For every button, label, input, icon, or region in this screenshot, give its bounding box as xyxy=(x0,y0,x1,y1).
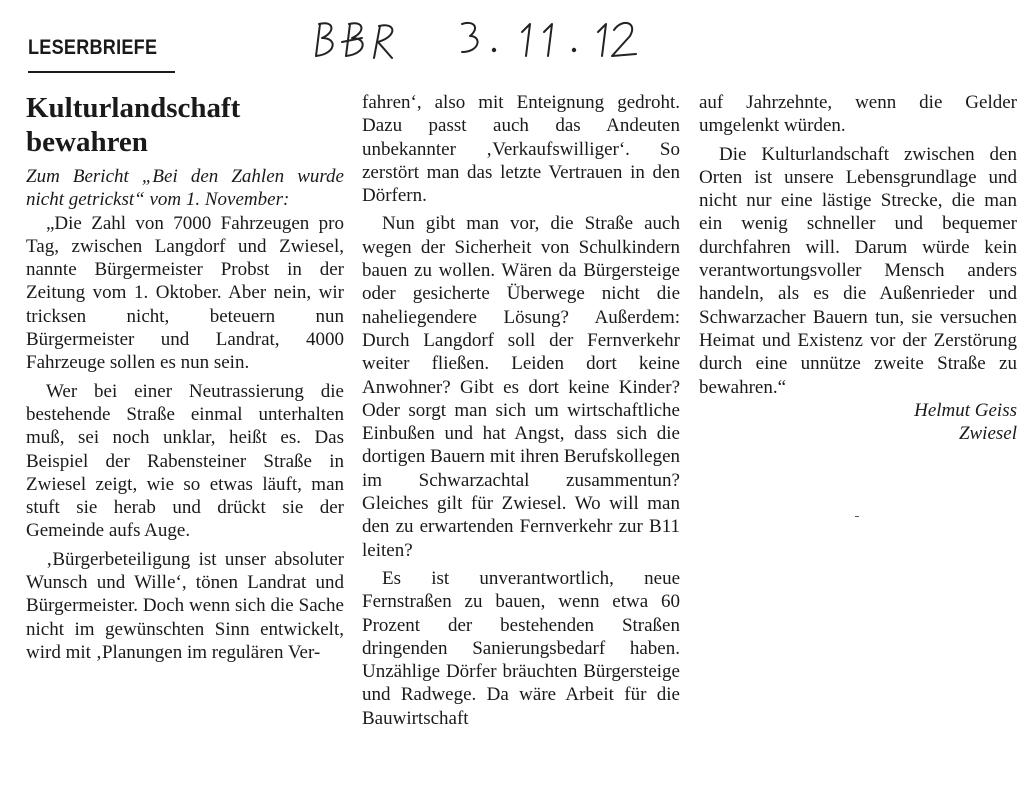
article-headline: Kulturlandschaft bewahren xyxy=(26,92,241,158)
section-label: LESERBRIEFE xyxy=(28,36,158,59)
section-underline xyxy=(28,71,175,73)
article-paragraph: Nun gibt man vor, die Straße auch wegen der Sicherheit von Schulkindern bauen zu wollen. Wären da Bürgersteige oder gesicherte Überwege nicht die naheliegendere Lösung? Außerdem: Durch Langdorf soll der Fernverkehr weiter fließen. Leiden dort keine Anwohner? Gibt es dort keine Kinder? Oder sorgt man sich um wirtschaftliche Einbußen und hat Angst, dass sich die dortigen Bauern mit ihren Berufskollegen im Schwarzachtal zusammentun? Gleiches gilt für Zwiesel. Wo will man den zu erwartenden Fernverkehr zur B11 leiten? xyxy=(362,213,680,561)
author-place: Zwiesel xyxy=(958,423,1017,445)
article-paragraph: „Die Zahl von 7000 Fahrzeugen pro Tag, zwischen Langdorf und Zwiesel, nannte Bürgermeister Probst in der Zeitung vom 1. Oktober. Aber nein, wir tricksen nicht, beteuern nun Bürgermeister und Landrat, 4000 Fahrzeuge sollen es nun sein. xyxy=(26,212,344,374)
article-column-3 xyxy=(699,91,1017,445)
article-paragraph: Wer bei einer Neutrassierung die bestehende Straße einmal unterhalten muß, sei noch unklar, heißt es. Das Beispiel der Rabensteiner Straße in Zwiesel zeigt, wie so etwas läuft, man stuft sie herab und drückt sie der Gemeinde aufs Auge. xyxy=(26,380,344,542)
print-speck xyxy=(855,516,859,517)
handwriting-strokes xyxy=(312,12,672,64)
article-intro: Zum Bericht „Bei den Zahlen wurde nicht getrickst“ vom 1. November: xyxy=(26,166,344,211)
article-paragraph: ‚Bürgerbeteiligung ist unser absoluter Wunsch und Wille‘, tönen Landrat und Bürgermeister. Doch wenn sich die Sache nicht im gewünschten Sinn entwickelt, wird mit ‚Planungen im regulären Ver- xyxy=(26,548,344,663)
author-name: Helmut Geiss xyxy=(914,399,1017,421)
article-paragraph: Die Kulturlandschaft zwischen den Orten ist unsere Lebensgrundlage und nicht nur eine lästige Strecke, die man ein wenig schneller und bequemer durchfahren will. Darum würde kein verantwortungsvoller Mensch anders handeln, als es die Außenrieder und Schwarzacher Bauern tun, sie versuchen Heimat und Existenz vor der Zerstörung durch eine unnütze zweite Straße zu bewahren.“ xyxy=(699,143,1017,398)
article-column-2 xyxy=(362,91,680,730)
article-paragraph: auf Jahrzehnte, wenn die Gelder umgelenkt würden. xyxy=(699,92,1017,137)
article-column-1 xyxy=(26,91,344,664)
article-paragraph: Es ist unverantwortlich, neue Fernstraßen zu bauen, wenn etwa 60 Prozent der bestehenden Straßen dringenden Sanierungsbedarf haben. Unzählige Dörfer bräuchten Bürgersteige und Radwege. Da wäre Arbeit für die Bauwirtschaft xyxy=(362,567,680,729)
handwritten-date-note xyxy=(312,12,672,64)
article-paragraph: fahren‘, also mit Enteignung gedroht. Dazu passt auch das Andeuten unbekannter ‚Verkaufswilliger‘. So zerstört man das letzte Vertrauen in den Dörfern. xyxy=(362,92,680,207)
